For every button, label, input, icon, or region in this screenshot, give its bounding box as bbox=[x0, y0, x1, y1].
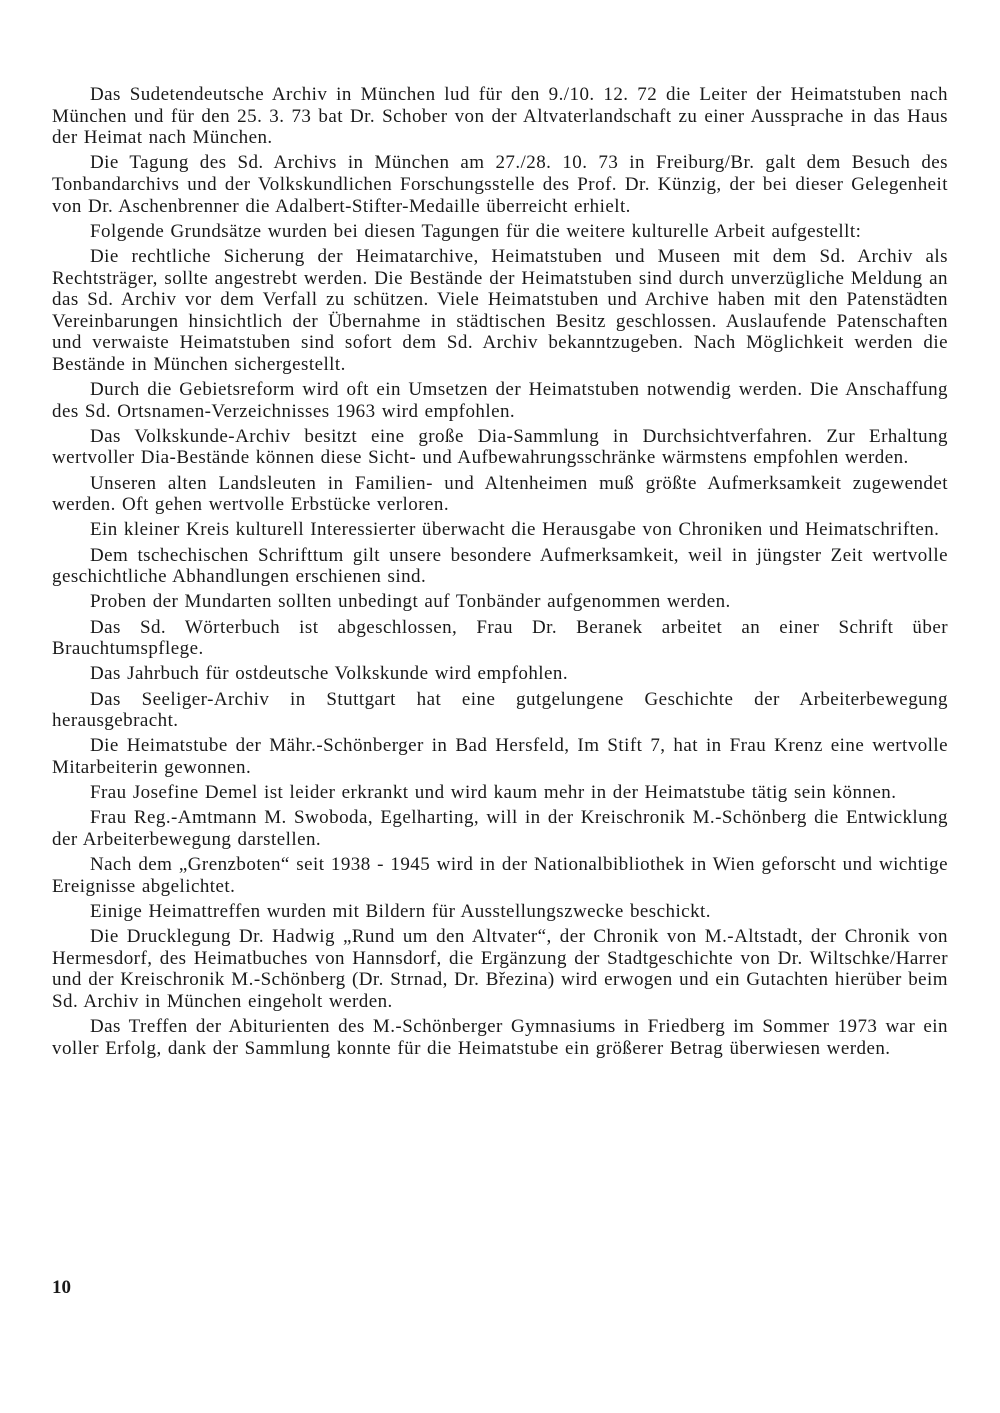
page-number: 10 bbox=[52, 1277, 71, 1298]
paragraph-16: Frau Reg.-Amtmann M. Swoboda, Egelharting, will in der Kreischronik M.-Schönberg die Entwicklung der Arbeiterbewegung darstellen. bbox=[52, 807, 948, 850]
paragraph-15: Frau Josefine Demel ist leider erkrankt und wird kaum mehr in der Heimatstube tätig sein können. bbox=[90, 782, 897, 804]
paragraph-20: Das Treffen der Abiturienten des M.-Schönberger Gymnasiums in Friedberg im Sommer 1973 war ein voller Erfolg, dank der Sammlung konnte für die Heimatstube ein größerer Betrag überwiesen werden. bbox=[52, 1016, 948, 1059]
paragraph-10: Proben der Mundarten sollten unbedingt auf Tonbänder aufgenommen werden. bbox=[90, 591, 731, 613]
paragraph-17: Nach dem „Grenzboten“ seit 1938 - 1945 wird in der Nationalbibliothek in Wien geforscht und wichtige Ereignisse abgelichtet. bbox=[52, 854, 948, 897]
paragraph-3: Folgende Grundsätze wurden bei diesen Tagungen für die weitere kulturelle Arbeit aufgestellt: bbox=[90, 220, 862, 242]
page-body bbox=[52, 84, 948, 1063]
paragraph-5: Durch die Gebietsreform wird oft ein Umsetzen der Heimatstuben notwendig werden. Die Anschaffung des Sd. Ortsnamen-Verzeichnisses 1963 wird empfohlen. bbox=[52, 379, 948, 422]
paragraph-14: Die Heimatstube der Mähr.-Schönberger in Bad Hersfeld, Im Stift 7, hat in Frau Krenz eine wertvolle Mitarbeiterin gewonnen. bbox=[52, 735, 948, 778]
paragraph-6: Das Volkskunde-Archiv besitzt eine große Dia-Sammlung in Durchsichtverfahren. Zur Erhaltung wertvoller Dia-Bestände können diese Sicht- und Aufbewahrungsschränke wärmstens empfohlen werden. bbox=[52, 425, 948, 469]
paragraph-4: Die rechtliche Sicherung der Heimatarchive, Heimatstuben und Museen mit dem Sd. Archiv als Rechtsträger, sollte angestrebt werden. Die Bestände der Heimatstuben sind durch unverzügliche Meldung an das Sd. Archiv vor dem Verfall zu schützen. Viele Heimatstuben und Archive haben mit den Patenstädten Vereinbarungen hinsichtlich der Übernahme in städtischen Besitz geschlossen. Auslaufende Patenschaften und verwaiste Heimatstuben sind sofort dem Sd. Archiv bekanntzugeben. Nach Möglichkeit werden die Bestände in München sichergestellt. bbox=[52, 245, 948, 375]
paragraph-13: Das Seeliger-Archiv in Stuttgart hat eine gutgelungene Geschichte der Arbeiterbewegung herausgebracht. bbox=[52, 688, 948, 732]
paragraph-9: Dem tschechischen Schrifttum gilt unsere besondere Aufmerksamkeit, weil in jüngster Zeit wertvolle geschichtliche Abhandlungen erschienen sind. bbox=[52, 544, 948, 588]
paragraph-2: Die Tagung des Sd. Archivs in München am 27./28. 10. 73 in Freiburg/Br. galt dem Besuch des Tonbandarchivs und der Volkskundlichen Forschungsstelle des Prof. Dr. Künzig, der bei dieser Gelegenheit von Dr. Aschenbrenner die Adalbert-Stifter-Medaille überreicht erhielt. bbox=[52, 152, 948, 217]
paragraph-7: Unseren alten Landsleuten in Familien- und Altenheimen muß größte Aufmerksamkeit zugewendet werden. Oft gehen wertvolle Erbstücke verloren. bbox=[52, 472, 948, 516]
paragraph-1: Das Sudetendeutsche Archiv in München lud für den 9./10. 12. 72 die Leiter der Heimatstuben nach München und für den 25. 3. 73 bat Dr. Schober von der Altvaterlandschaft zu einer Aussprache in das Haus der Heimat nach München. bbox=[52, 84, 948, 149]
paragraph-18: Einige Heimattreffen wurden mit Bildern für Ausstellungszwecke beschickt. bbox=[90, 900, 711, 922]
paragraph-11: Das Sd. Wörterbuch ist abgeschlossen, Frau Dr. Beranek arbeitet an einer Schrift über Brauchtumspflege. bbox=[52, 616, 948, 660]
paragraph-19: Die Drucklegung Dr. Hadwig „Rund um den Altvater“, der Chronik von M.-Altstadt, der Chronik von Hermesdorf, des Heimatbuches von Hannsdorf, die Ergänzung der Stadtgeschichte von Dr. Wiltschke/Harrer und der Kreischronik M.-Schönberg (Dr. Strnad, Dr. Březina) wird erwogen und ein Gutachten hierüber beim Sd. Archiv in München eingeholt werden. bbox=[52, 926, 948, 1012]
paragraph-8: Ein kleiner Kreis kulturell Interessierter überwacht die Herausgabe von Chroniken und Heimatschriften. bbox=[90, 519, 940, 541]
paragraph-12: Das Jahrbuch für ostdeutsche Volkskunde wird empfohlen. bbox=[90, 663, 569, 685]
